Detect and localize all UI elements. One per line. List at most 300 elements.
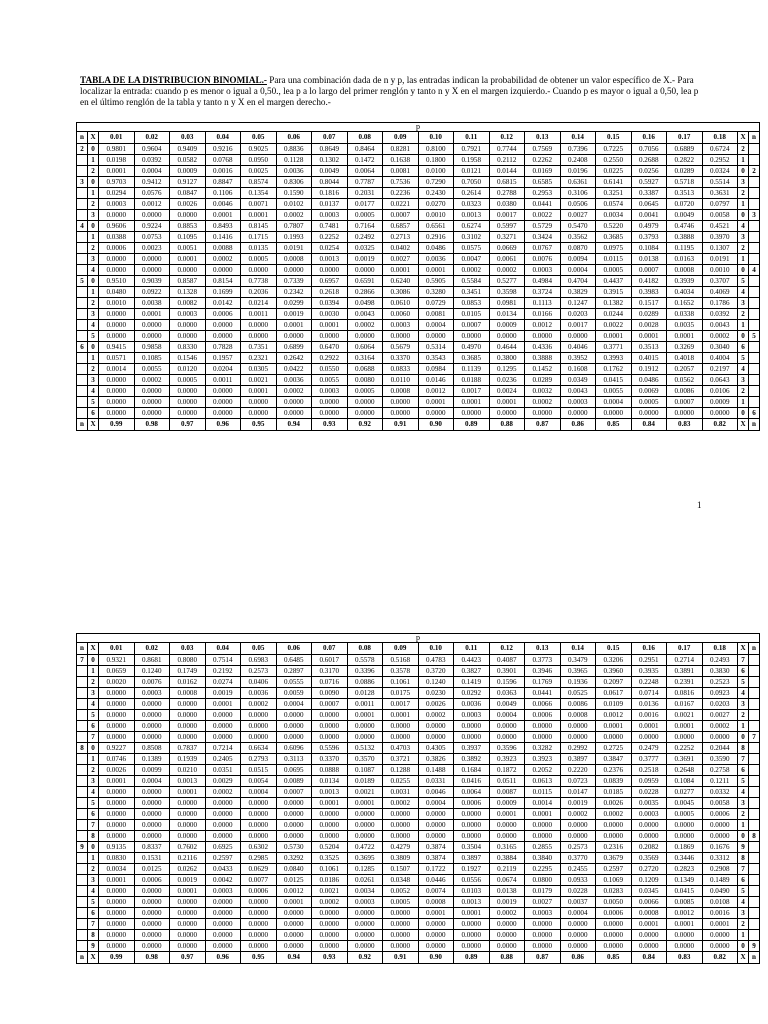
x-cell: 1: [88, 666, 99, 677]
probability-cell: 0.0833: [383, 364, 419, 375]
probability-cell: 0.0064: [454, 787, 490, 798]
probability-cell: 0.0021: [667, 710, 703, 721]
probability-cell: 0.0000: [347, 831, 383, 842]
probability-cell: 0.0000: [99, 408, 135, 419]
probability-cell: 0.1354: [241, 188, 277, 199]
probability-cell: 0.0000: [383, 809, 419, 820]
table-row: [77, 166, 760, 177]
probability-cell: 0.1452: [525, 364, 561, 375]
x-cell-right: 5: [738, 776, 749, 787]
probability-cell: 0.0000: [170, 919, 206, 930]
probability-cell: 0.0000: [525, 941, 561, 952]
probability-cell: 0.3165: [489, 842, 525, 853]
table-row: [77, 875, 760, 886]
probability-cell: 0.0236: [489, 375, 525, 386]
n-cell-right: [749, 243, 760, 254]
probability-cell: 0.0137: [312, 199, 348, 210]
probability-cell: 0.7787: [347, 177, 383, 188]
probability-cell: 0.0000: [276, 809, 312, 820]
probability-cell: 0.0000: [525, 831, 561, 842]
probability-cell: 0.3891: [667, 666, 703, 677]
probability-cell: 0.0000: [347, 397, 383, 408]
probability-cell: 0.3901: [489, 666, 525, 677]
n-cell-right: [749, 798, 760, 809]
n-cell-right: 2: [749, 166, 760, 177]
probability-cell: 0.0000: [241, 721, 277, 732]
header-row: [77, 132, 760, 144]
probability-cell: 0.0000: [560, 721, 596, 732]
n-cell: [77, 677, 88, 688]
probability-cell: 0.0000: [418, 408, 454, 419]
n-cell-right: [749, 254, 760, 265]
probability-cell: 0.4336: [525, 342, 561, 353]
probability-cell: 0.0001: [454, 397, 490, 408]
probability-cell: 0.0000: [99, 831, 135, 842]
probability-cell: 0.0000: [702, 408, 738, 419]
p-value-footer: 0.85: [596, 952, 632, 964]
probability-cell: 0.3983: [631, 287, 667, 298]
probability-cell: 0.0022: [525, 210, 561, 221]
p-value-header: 0.01: [99, 643, 135, 655]
probability-cell: 0.4018: [667, 353, 703, 364]
probability-cell: 0.4305: [418, 743, 454, 754]
probability-cell: 0.0441: [525, 199, 561, 210]
probability-cell: 0.0847: [170, 188, 206, 199]
probability-cell: 0.0669: [489, 243, 525, 254]
probability-cell: 0.0000: [312, 397, 348, 408]
probability-cell: 0.2492: [347, 232, 383, 243]
probability-cell: 0.0001: [347, 710, 383, 721]
probability-cell: 0.0000: [276, 941, 312, 952]
probability-cell: 0.0000: [631, 820, 667, 831]
p-value-footer: 0.93: [312, 952, 348, 964]
probability-cell: 0.0001: [99, 166, 135, 177]
n-header: n: [77, 132, 88, 144]
probability-cell: 0.0000: [99, 732, 135, 743]
x-cell: 3: [88, 309, 99, 320]
probability-cell: 0.0069: [631, 386, 667, 397]
n-cell-right: [749, 853, 760, 864]
probability-cell: 0.8847: [205, 177, 241, 188]
table-row: [77, 287, 760, 298]
p-value-header: 0.12: [489, 643, 525, 655]
probability-cell: 0.0167: [667, 699, 703, 710]
probability-cell: 0.2550: [596, 155, 632, 166]
probability-cell: 0.0191: [276, 243, 312, 254]
probability-cell: 0.0000: [170, 908, 206, 919]
probability-cell: 0.5470: [560, 221, 596, 232]
probability-cell: 0.0055: [312, 375, 348, 386]
probability-cell: 0.0000: [99, 265, 135, 276]
probability-cell: 0.0000: [99, 397, 135, 408]
n-footer: n: [77, 419, 88, 431]
n-cell-right: [749, 886, 760, 897]
probability-cell: 0.0000: [276, 732, 312, 743]
probability-cell: 0.4182: [631, 276, 667, 287]
probability-cell: 0.0255: [383, 776, 419, 787]
x-cell-right: 4: [738, 688, 749, 699]
n-cell: [77, 408, 88, 419]
table-row: [77, 688, 760, 699]
probability-cell: 0.0575: [454, 243, 490, 254]
probability-cell: 0.0000: [596, 732, 632, 743]
probability-cell: 0.0103: [454, 886, 490, 897]
probability-cell: 0.3513: [667, 188, 703, 199]
probability-cell: 0.2220: [560, 765, 596, 776]
n-cell-right: [749, 897, 760, 908]
probability-cell: 0.0089: [276, 776, 312, 787]
x-cell: 7: [88, 732, 99, 743]
probability-cell: 0.0000: [99, 309, 135, 320]
p-value-footer: 0.97: [170, 419, 206, 431]
probability-cell: 0.0025: [241, 166, 277, 177]
x-cell-right: 5: [738, 677, 749, 688]
probability-cell: 0.0000: [596, 941, 632, 952]
probability-cell: 0.2236: [383, 188, 419, 199]
probability-cell: 0.0556: [454, 875, 490, 886]
n-cell: [77, 765, 88, 776]
x-cell-right: 2: [738, 243, 749, 254]
probability-cell: 0.0388: [99, 232, 135, 243]
probability-cell: 0.0000: [454, 408, 490, 419]
probability-cell: 0.0000: [312, 809, 348, 820]
probability-cell: 0.0000: [99, 375, 135, 386]
probability-cell: 0.9858: [134, 342, 170, 353]
probability-cell: 0.0000: [454, 809, 490, 820]
probability-cell: 0.0000: [560, 820, 596, 831]
probability-cell: 0.0014: [99, 364, 135, 375]
p-value-footer: 0.95: [241, 419, 277, 431]
probability-cell: 0.7056: [631, 144, 667, 155]
probability-cell: 0.0115: [525, 787, 561, 798]
probability-cell: 0.0004: [241, 787, 277, 798]
x-cell-right: 5: [738, 276, 749, 287]
probability-cell: 0.0000: [205, 908, 241, 919]
probability-cell: 0.0000: [383, 397, 419, 408]
probability-cell: 0.0031: [383, 787, 419, 798]
probability-cell: 0.0007: [276, 787, 312, 798]
probability-cell: 0.0001: [418, 908, 454, 919]
probability-cell: 0.8681: [134, 655, 170, 666]
probability-cell: 0.0000: [170, 732, 206, 743]
probability-cell: 0.1128: [276, 155, 312, 166]
probability-cell: 0.0000: [383, 831, 419, 842]
probability-cell: 0.0000: [596, 831, 632, 842]
probability-cell: 0.0000: [418, 930, 454, 941]
probability-cell: 0.0003: [560, 397, 596, 408]
probability-cell: 0.3874: [418, 842, 454, 853]
probability-cell: 0.0001: [596, 721, 632, 732]
probability-cell: 0.0010: [418, 210, 454, 221]
table-row: [77, 655, 760, 666]
probability-cell: 0.0000: [99, 320, 135, 331]
p-value-footer: 0.87: [525, 419, 561, 431]
probability-cell: 0.0003: [347, 897, 383, 908]
probability-cell: 0.2908: [702, 864, 738, 875]
n-cell: [77, 721, 88, 732]
probability-cell: 0.0000: [667, 941, 703, 952]
n-cell: [77, 666, 88, 677]
probability-cell: 0.0179: [525, 886, 561, 897]
x-cell-right: 2: [738, 809, 749, 820]
probability-cell: 0.0134: [312, 776, 348, 787]
probability-cell: 0.0000: [241, 897, 277, 908]
probability-cell: 0.0959: [631, 776, 667, 787]
n-cell-right: [749, 199, 760, 210]
probability-cell: 0.0001: [702, 919, 738, 930]
probability-cell: 0.0019: [205, 688, 241, 699]
n-header: n: [77, 643, 88, 655]
probability-cell: 0.0610: [383, 298, 419, 309]
probability-cell: 0.0090: [312, 688, 348, 699]
probability-cell: 0.0087: [489, 787, 525, 798]
probability-cell: 0.0888: [312, 765, 348, 776]
probability-cell: 0.0000: [702, 732, 738, 743]
p-value-header: 0.16: [631, 132, 667, 144]
probability-cell: 0.4704: [560, 276, 596, 287]
p-label-row: [77, 634, 760, 643]
n-cell-right: [749, 809, 760, 820]
n-cell: 7: [77, 655, 88, 666]
n-cell: [77, 897, 88, 908]
x-cell-right: 2: [738, 386, 749, 397]
x-cell-right: 4: [738, 221, 749, 232]
probability-cell: 0.0000: [489, 331, 525, 342]
table-row: [77, 666, 760, 677]
probability-cell: 0.0000: [170, 408, 206, 419]
probability-cell: 0.0767: [525, 243, 561, 254]
n-cell: [77, 710, 88, 721]
probability-cell: 0.1247: [560, 298, 596, 309]
x-cell-right: 0: [738, 166, 749, 177]
probability-cell: 0.0000: [205, 820, 241, 831]
n-cell: [77, 798, 88, 809]
p-label-row: [77, 123, 760, 132]
probability-cell: 0.1295: [489, 364, 525, 375]
probability-cell: 0.2992: [560, 743, 596, 754]
x-cell-right: 2: [738, 144, 749, 155]
probability-cell: 0.3939: [667, 276, 703, 287]
x-footer: X: [88, 952, 99, 964]
probability-cell: 0.2597: [596, 864, 632, 875]
probability-cell: 0.0000: [276, 721, 312, 732]
page-number: 1: [697, 500, 702, 510]
probability-cell: 0.0146: [418, 375, 454, 386]
probability-cell: 0.0185: [596, 787, 632, 798]
probability-cell: 0.0000: [702, 930, 738, 941]
probability-cell: 0.8649: [312, 144, 348, 155]
probability-cell: 0.0000: [631, 732, 667, 743]
probability-cell: 0.4279: [383, 842, 419, 853]
probability-cell: 0.0000: [99, 688, 135, 699]
n-cell-right: [749, 364, 760, 375]
probability-cell: 0.6634: [241, 743, 277, 754]
probability-cell: 0.1472: [347, 155, 383, 166]
probability-cell: 0.0191: [702, 254, 738, 265]
x-cell-right: 0: [738, 331, 749, 342]
n-cell: [77, 320, 88, 331]
probability-cell: 0.0870: [560, 243, 596, 254]
p-value-header: 0.05: [241, 132, 277, 144]
probability-cell: 0.3888: [667, 232, 703, 243]
probability-cell: 0.3170: [312, 666, 348, 677]
probability-cell: 0.0000: [134, 732, 170, 743]
x-cell-right: 2: [738, 188, 749, 199]
table-row: [77, 765, 760, 776]
probability-cell: 0.1389: [134, 754, 170, 765]
probability-cell: 0.3970: [702, 232, 738, 243]
x-cell: 1: [88, 155, 99, 166]
probability-cell: 0.0055: [596, 386, 632, 397]
probability-cell: 0.0003: [454, 710, 490, 721]
probability-cell: 0.7536: [383, 177, 419, 188]
probability-cell: 0.6957: [312, 276, 348, 287]
probability-cell: 0.0000: [347, 908, 383, 919]
probability-cell: 0.0000: [134, 897, 170, 908]
probability-cell: 0.0022: [596, 320, 632, 331]
table-row: [77, 232, 760, 243]
probability-cell: 0.0013: [454, 210, 490, 221]
p-value-header: 0.13: [525, 643, 561, 655]
probability-cell: 0.0000: [383, 408, 419, 419]
probability-cell: 0.3578: [383, 666, 419, 677]
probability-cell: 0.0000: [170, 798, 206, 809]
n-cell: [77, 809, 88, 820]
probability-cell: 0.0000: [134, 919, 170, 930]
x-cell: 7: [88, 820, 99, 831]
table-row: [77, 353, 760, 364]
p-value-header: 0.14: [560, 643, 596, 655]
probability-cell: 0.9321: [99, 655, 135, 666]
probability-cell: 0.0002: [276, 210, 312, 221]
probability-cell: 0.0511: [489, 776, 525, 787]
probability-cell: 0.0138: [489, 886, 525, 897]
probability-cell: 0.0120: [170, 364, 206, 375]
probability-cell: 0.0830: [99, 853, 135, 864]
probability-cell: 0.0023: [134, 243, 170, 254]
x-cell: 0: [88, 276, 99, 287]
probability-cell: 0.1958: [454, 155, 490, 166]
probability-cell: 0.0000: [525, 331, 561, 342]
probability-cell: 0.0006: [241, 886, 277, 897]
probability-cell: 0.0005: [347, 386, 383, 397]
probability-cell: 0.3965: [560, 666, 596, 677]
probability-cell: 0.6302: [241, 842, 277, 853]
probability-cell: 0.0002: [489, 265, 525, 276]
p-value-footer: 0.91: [383, 952, 419, 964]
probability-cell: 0.0000: [170, 710, 206, 721]
probability-cell: 0.0392: [702, 309, 738, 320]
p-value-header: 0.09: [383, 643, 419, 655]
x-cell: 0: [88, 842, 99, 853]
probability-cell: 0.0000: [99, 699, 135, 710]
probability-cell: 0.0006: [205, 309, 241, 320]
x-cell: 0: [88, 144, 99, 155]
probability-cell: 0.0066: [525, 699, 561, 710]
probability-cell: 0.0323: [454, 199, 490, 210]
probability-cell: 0.0000: [276, 820, 312, 831]
probability-cell: 0.0099: [134, 765, 170, 776]
p-value-header: 0.18: [702, 643, 738, 655]
probability-cell: 0.7351: [241, 342, 277, 353]
probability-cell: 0.1769: [525, 677, 561, 688]
probability-cell: 0.0853: [454, 298, 490, 309]
footer-row: [77, 419, 760, 431]
probability-cell: 0.0000: [99, 809, 135, 820]
probability-cell: 0.2455: [560, 864, 596, 875]
probability-cell: 0.0026: [99, 765, 135, 776]
probability-cell: 0.3271: [489, 232, 525, 243]
probability-cell: 0.9039: [134, 276, 170, 287]
probability-cell: 0.0045: [667, 798, 703, 809]
probability-cell: 0.0000: [276, 919, 312, 930]
p-value-header: 0.10: [418, 132, 454, 144]
probability-cell: 0.0000: [596, 408, 632, 419]
table-title: TABLA DE LA DISTRIBUCION BINOMIAL.-: [80, 75, 267, 85]
probability-cell: 0.1209: [631, 875, 667, 886]
probability-cell: 0.0000: [134, 397, 170, 408]
p-value-footer: 0.90: [418, 952, 454, 964]
probability-cell: 0.0105: [454, 309, 490, 320]
probability-cell: 0.0115: [596, 254, 632, 265]
x-cell: 2: [88, 364, 99, 375]
n-cell: [77, 210, 88, 221]
probability-cell: 0.0000: [312, 710, 348, 721]
probability-cell: 0.0001: [170, 886, 206, 897]
footer-row: [77, 952, 760, 964]
probability-cell: 0.0000: [99, 386, 135, 397]
probability-cell: 0.9216: [205, 144, 241, 155]
n-footer-right: n: [749, 952, 760, 964]
probability-cell: 0.4970: [454, 342, 490, 353]
probability-cell: 0.0000: [241, 710, 277, 721]
x-cell: 3: [88, 254, 99, 265]
probability-cell: 0.0886: [347, 677, 383, 688]
probability-cell: 0.0550: [312, 364, 348, 375]
probability-cell: 0.0000: [276, 331, 312, 342]
probability-cell: 0.0331: [418, 776, 454, 787]
probability-cell: 0.3370: [383, 353, 419, 364]
probability-cell: 0.7738: [241, 276, 277, 287]
x-cell-right: 3: [738, 177, 749, 188]
probability-cell: 0.0000: [383, 941, 419, 952]
probability-cell: 0.9127: [170, 177, 206, 188]
table-row: [77, 897, 760, 908]
table-row: [77, 776, 760, 787]
probability-cell: 0.0006: [525, 710, 561, 721]
probability-cell: 0.0004: [418, 798, 454, 809]
probability-cell: 0.0064: [347, 166, 383, 177]
probability-cell: 0.0047: [454, 254, 490, 265]
table-row: [77, 320, 760, 331]
probability-cell: 0.0000: [312, 820, 348, 831]
probability-cell: 0.1061: [312, 864, 348, 875]
p-value-footer: 0.96: [205, 419, 241, 431]
probability-cell: 0.9224: [134, 221, 170, 232]
probability-cell: 0.0169: [525, 166, 561, 177]
p-value-footer: 0.91: [383, 419, 419, 431]
p-value-footer: 0.96: [205, 952, 241, 964]
probability-cell: 0.0003: [312, 210, 348, 221]
probability-cell: 0.0001: [347, 798, 383, 809]
probability-cell: 0.0102: [276, 199, 312, 210]
probability-cell: 0.2252: [312, 232, 348, 243]
probability-cell: 0.0486: [418, 243, 454, 254]
probability-cell: 0.0525: [560, 688, 596, 699]
probability-cell: 0.1211: [702, 776, 738, 787]
probability-cell: 0.7569: [525, 144, 561, 155]
x-cell-right: 3: [738, 699, 749, 710]
